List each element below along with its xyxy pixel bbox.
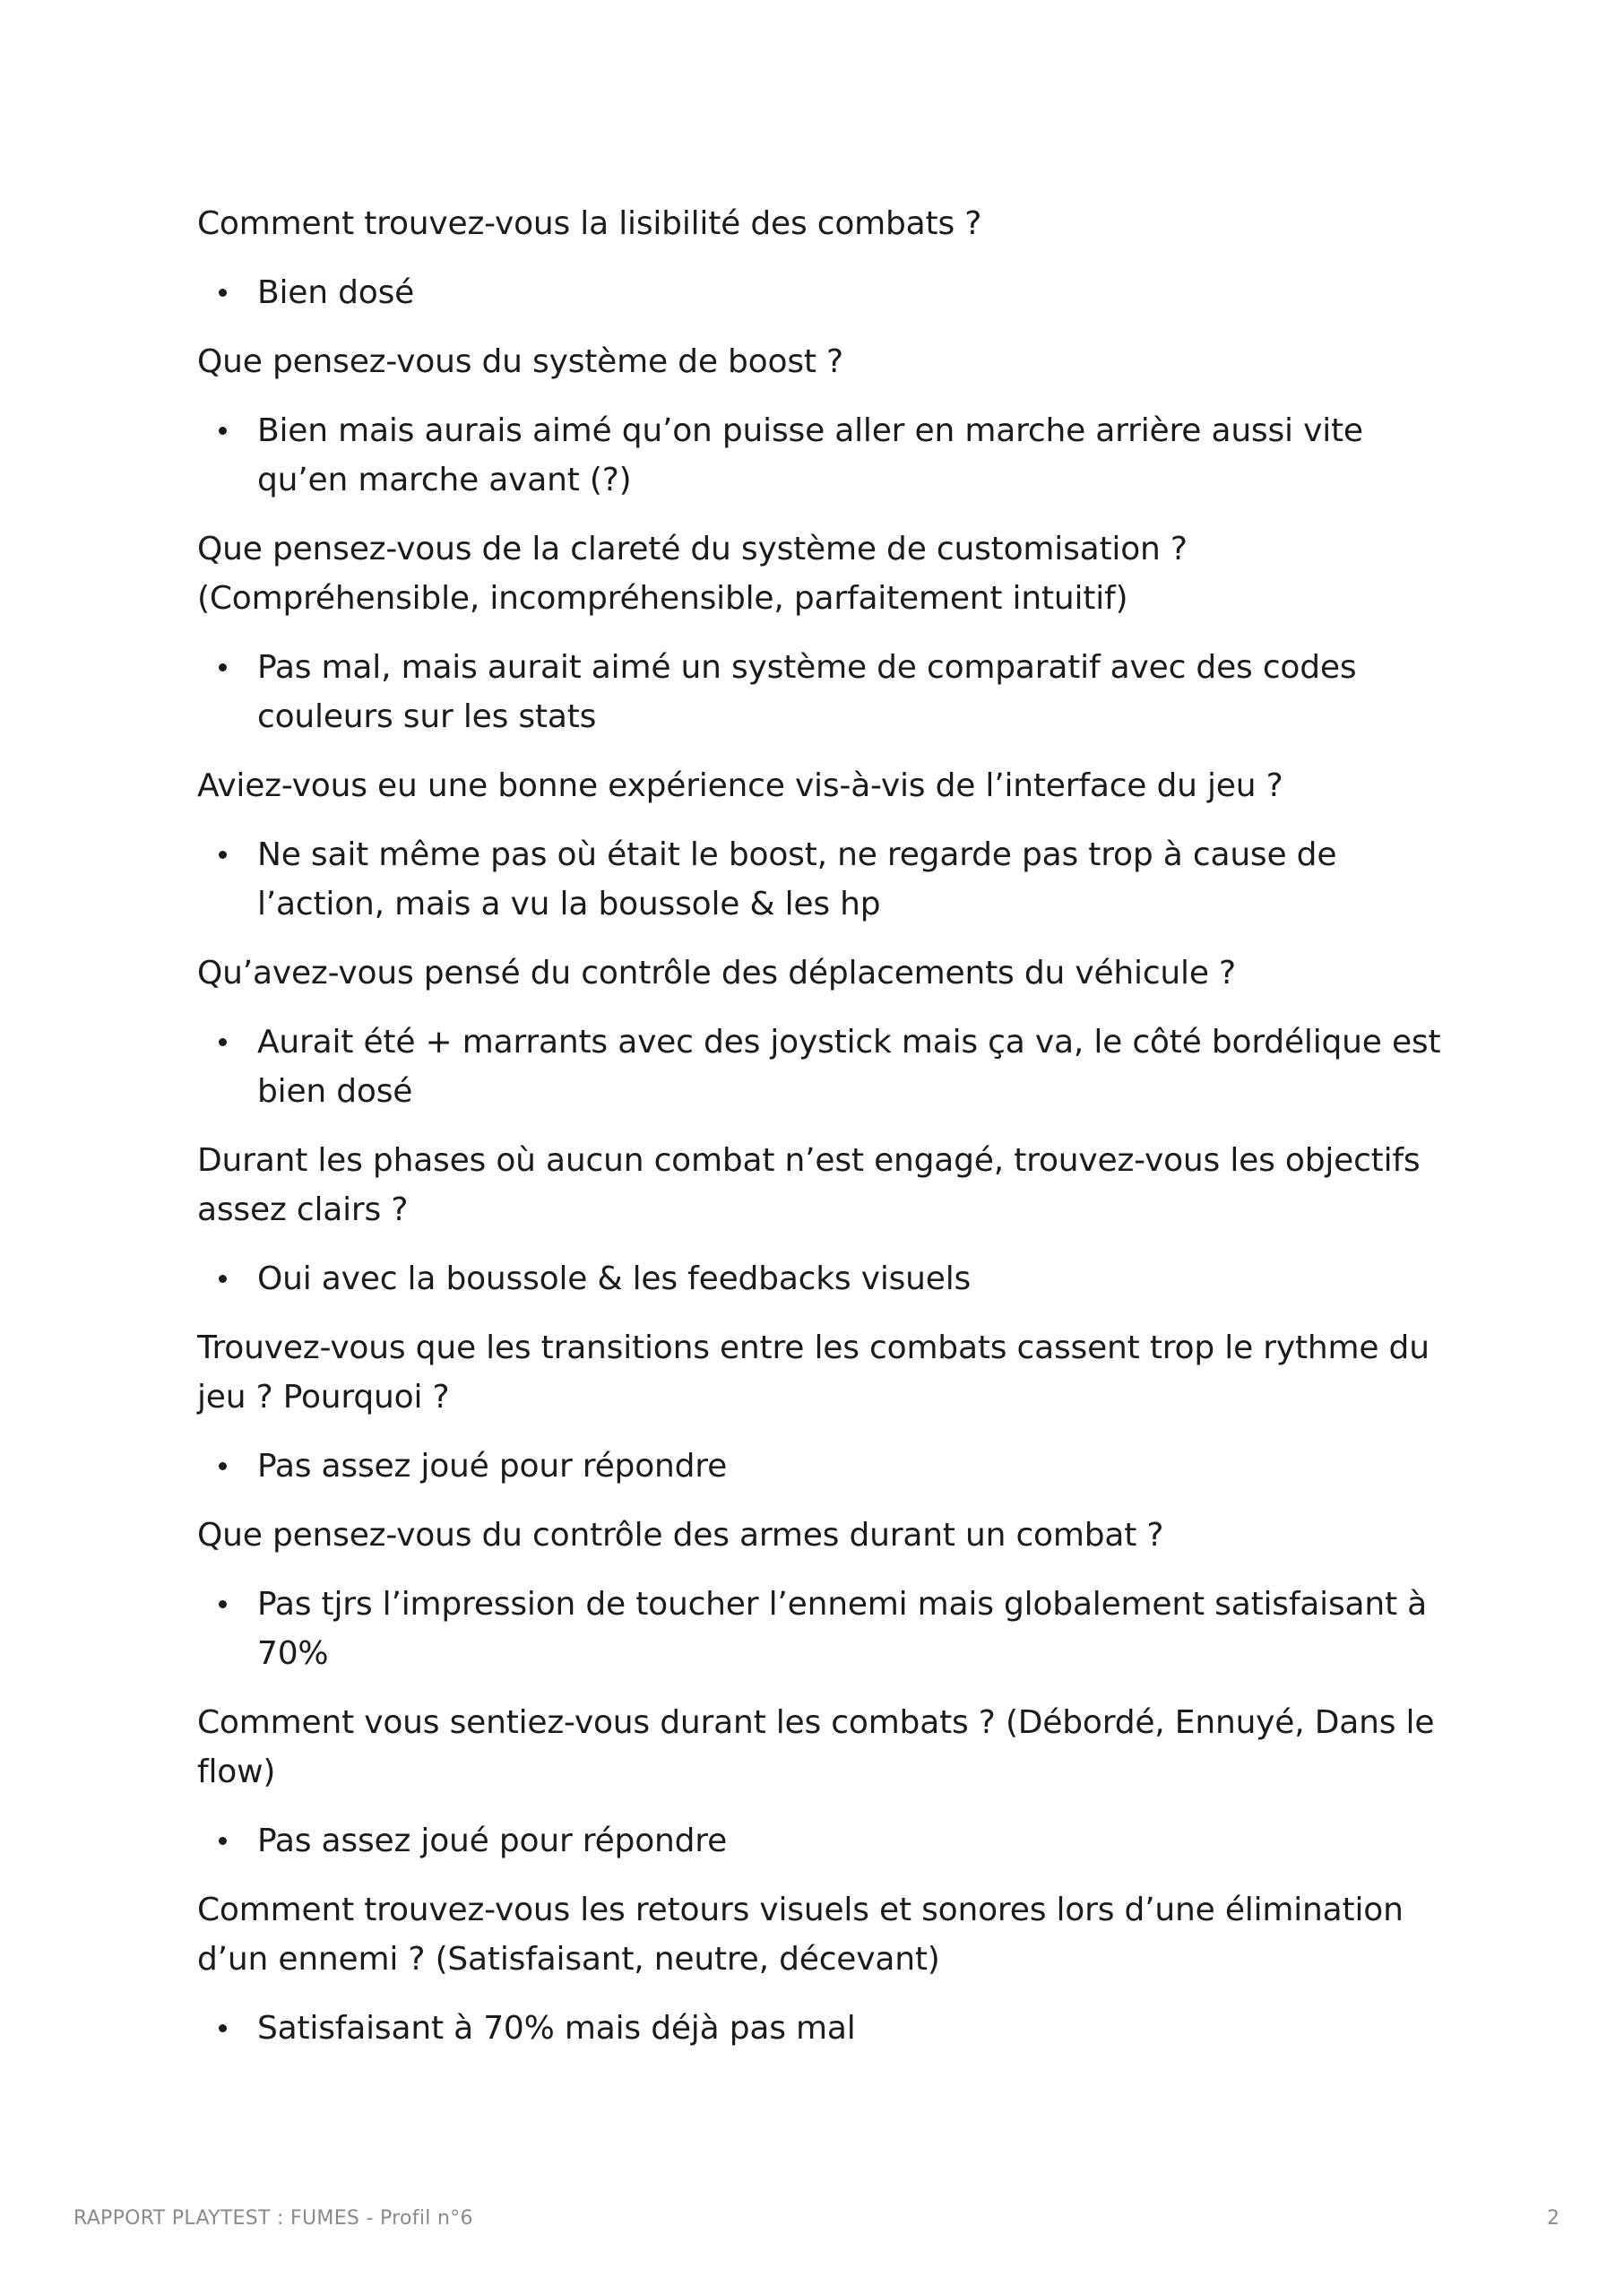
qa-item: [197, 761, 1452, 929]
answer-text: Ne sait même pas où était le boost, ne regarde pas trop à cause de l’action, mais a vu la boussole & les hp: [257, 836, 1337, 922]
qa-item: [197, 1136, 1452, 1303]
bullet-icon: [219, 1038, 227, 1046]
answer-text: Pas mal, mais aurait aimé un système de comparatif avec des codes couleurs sur les stats: [257, 649, 1357, 735]
answer-text: Satisfaisant à 70% mais déjà pas mal: [257, 2010, 856, 2047]
bullet-icon: [219, 1600, 227, 1608]
answer-item: [197, 830, 1452, 929]
qa-item: [197, 337, 1452, 505]
answer-text: Bien mais aurais aimé qu’on puisse aller en marche arrière aussi vite qu’en marche avant (?): [257, 412, 1363, 498]
bullet-icon: [219, 851, 227, 859]
answer-text: Bien dosé: [257, 274, 415, 311]
answer-list: [197, 1442, 1452, 1491]
bullet-icon: [219, 1462, 227, 1470]
answer-text: Aurait été + marrants avec des joystick mais ça va, le côté bordélique est bien dosé: [257, 1024, 1441, 1110]
answer-item: [197, 2004, 1452, 2053]
qa-item: [197, 1323, 1452, 1491]
qa-item: [197, 199, 1452, 317]
answer-list: [197, 2004, 1452, 2053]
qa-item: [197, 524, 1452, 741]
document-body: [197, 199, 1452, 2073]
qa-item: [197, 1698, 1452, 1866]
question-text: Aviez-vous eu une bonne expérience vis-à-vis de l’interface du jeu ?: [197, 767, 1283, 804]
answer-item: [197, 406, 1452, 505]
question-text: Durant les phases où aucun combat n’est engagé, trouvez-vous les objectifs assez clairs ?: [197, 1142, 1421, 1228]
qa-item: [197, 948, 1452, 1116]
question-text: Comment trouvez-vous les retours visuels et sonores lors d’une élimination d’un ennemi ? (Satisfaisant, neutre, décevant): [197, 1892, 1404, 1978]
answer-list: [197, 406, 1452, 505]
qa-item: [197, 1885, 1452, 2053]
answer-item: [197, 1018, 1452, 1116]
question-text: Comment vous sentiez-vous durant les combats ? (Débordé, Ennuyé, Dans le flow): [197, 1704, 1435, 1790]
question-text: Trouvez-vous que les transitions entre les combats cassent trop le rythme du jeu ? Pourquoi ?: [197, 1329, 1430, 1416]
bullet-icon: [219, 2024, 227, 2032]
answer-item: [197, 268, 1452, 317]
answer-text: Oui avec la boussole & les feedbacks visuels: [257, 1260, 972, 1297]
answer-list: [197, 1816, 1452, 1866]
answer-item: [197, 1580, 1452, 1678]
footer-title: RAPPORT PLAYTEST : FUMES - Profil n°6: [73, 2207, 473, 2230]
question-text: Que pensez-vous du contrôle des armes durant un combat ?: [197, 1517, 1164, 1554]
answer-item: [197, 1254, 1452, 1303]
question-text: Qu’avez-vous pensé du contrôle des déplacements du véhicule ?: [197, 955, 1236, 992]
question-text: Que pensez-vous du système de boost ?: [197, 343, 843, 380]
answer-list: [197, 643, 1452, 741]
answer-list: [197, 830, 1452, 929]
answer-list: [197, 1018, 1452, 1116]
bullet-icon: [219, 1837, 227, 1845]
answer-item: [197, 1816, 1452, 1866]
answer-item: [197, 1442, 1452, 1491]
qa-item: [197, 1511, 1452, 1678]
answer-text: Pas assez joué pour répondre: [257, 1448, 728, 1485]
question-text: Que pensez-vous de la clareté du système de customisation ? (Compréhensible, incompréhensible, parfaitement intuitif): [197, 531, 1188, 617]
answer-list: [197, 268, 1452, 317]
answer-text: Pas tjrs l’impression de toucher l’ennemi mais globalement satisfaisant à 70%: [257, 1586, 1428, 1672]
page-number: 2: [1547, 2207, 1559, 2230]
answer-text: Pas assez joué pour répondre: [257, 1823, 728, 1859]
bullet-icon: [219, 1275, 227, 1283]
bullet-icon: [219, 427, 227, 435]
question-text: Comment trouvez-vous la lisibilité des combats ?: [197, 205, 982, 242]
answer-list: [197, 1580, 1452, 1678]
answer-item: [197, 643, 1452, 741]
bullet-icon: [219, 663, 227, 671]
answer-list: [197, 1254, 1452, 1303]
bullet-icon: [219, 289, 227, 297]
